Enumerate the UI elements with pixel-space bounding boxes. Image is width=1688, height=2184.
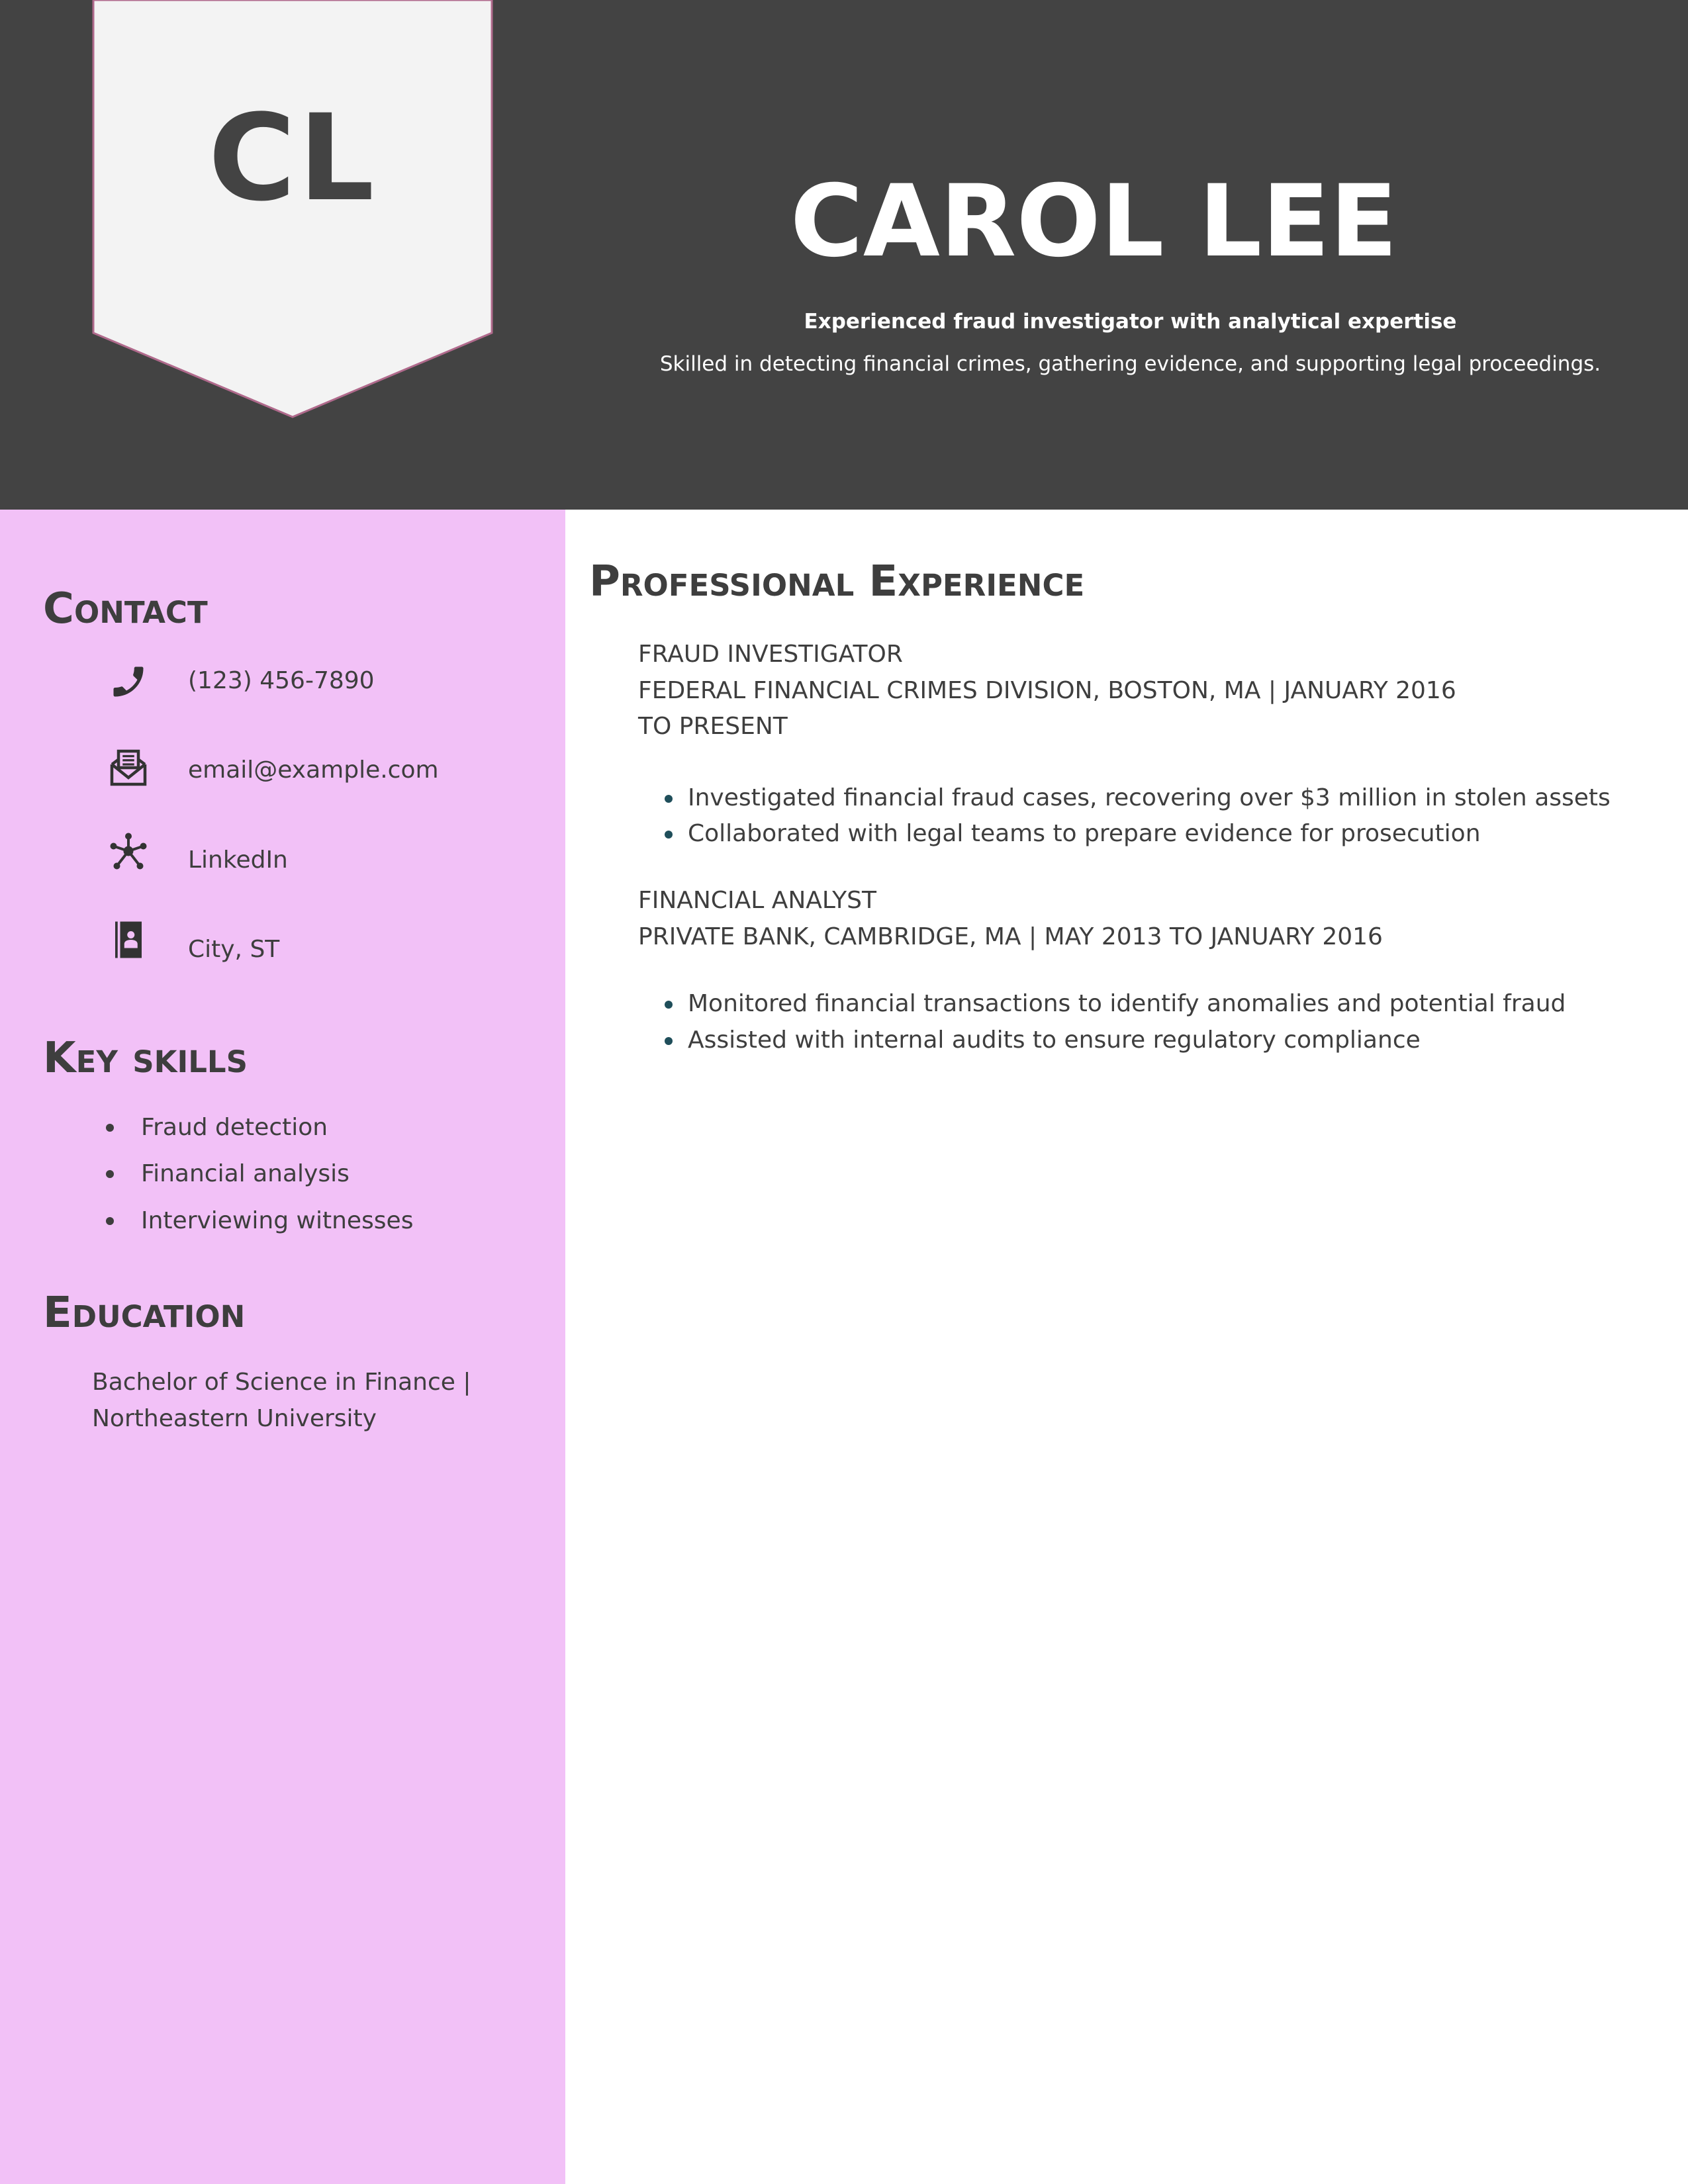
skill-item: Interviewing witnesses bbox=[141, 1207, 414, 1234]
phone-icon bbox=[109, 662, 148, 702]
education-school: Northeastern University bbox=[92, 1405, 377, 1432]
contact-phone: (123) 456-7890 bbox=[188, 667, 375, 694]
job-company: FEDERAL FINANCIAL CRIMES DIVISION, BOSTON, MA | JANUARY 2016 TO PRESENT bbox=[638, 677, 1456, 740]
job-title: FRAUD INVESTIGATOR bbox=[638, 641, 903, 668]
candidate-name: CAROL LEE bbox=[790, 164, 1398, 279]
bullet-icon bbox=[665, 1037, 673, 1045]
bullet-icon bbox=[665, 831, 673, 839]
tagline: Experienced fraud investigator with analytical expertise bbox=[804, 310, 1457, 334]
bullet-icon bbox=[665, 1001, 673, 1009]
experience-heading: Professional Experience bbox=[589, 557, 1085, 606]
job-company: PRIVATE BANK, CAMBRIDGE, MA | MAY 2013 TO JANUARY 2016 bbox=[638, 923, 1383, 950]
bullet-icon bbox=[106, 1124, 114, 1132]
skill-item: Fraud detection bbox=[141, 1114, 328, 1141]
contact-heading: Contact bbox=[43, 584, 208, 633]
skills-heading: Key skills bbox=[43, 1034, 248, 1083]
job-bullet: Collaborated with legal teams to prepare evidence for prosecution bbox=[688, 820, 1481, 847]
education-heading: Education bbox=[43, 1289, 246, 1338]
job-bullet: Monitored financial transactions to identify anomalies and potential fraud bbox=[688, 990, 1566, 1017]
email-icon bbox=[109, 748, 148, 788]
contact-email[interactable]: email@example.com bbox=[188, 756, 439, 784]
initials-logo: CL bbox=[208, 89, 377, 228]
bullet-icon bbox=[665, 795, 673, 803]
bullet-icon bbox=[106, 1217, 114, 1225]
summary: Skilled in detecting financial crimes, gathering evidence, and supporting legal proceedings. bbox=[659, 352, 1601, 376]
job-bullet: Assisted with internal audits to ensure regulatory compliance bbox=[688, 1026, 1421, 1054]
skill-item: Financial analysis bbox=[141, 1160, 350, 1187]
address-book-icon bbox=[109, 920, 148, 960]
contact-location: City, ST bbox=[188, 936, 280, 963]
contact-linkedin[interactable]: LinkedIn bbox=[188, 846, 288, 874]
job-title: FINANCIAL ANALYST bbox=[638, 887, 876, 914]
job-bullet: Investigated financial fraud cases, recovering over $3 million in stolen assets bbox=[688, 784, 1611, 811]
bullet-icon bbox=[106, 1170, 114, 1178]
network-icon bbox=[109, 831, 148, 871]
education-degree: Bachelor of Science in Finance | bbox=[92, 1369, 471, 1396]
